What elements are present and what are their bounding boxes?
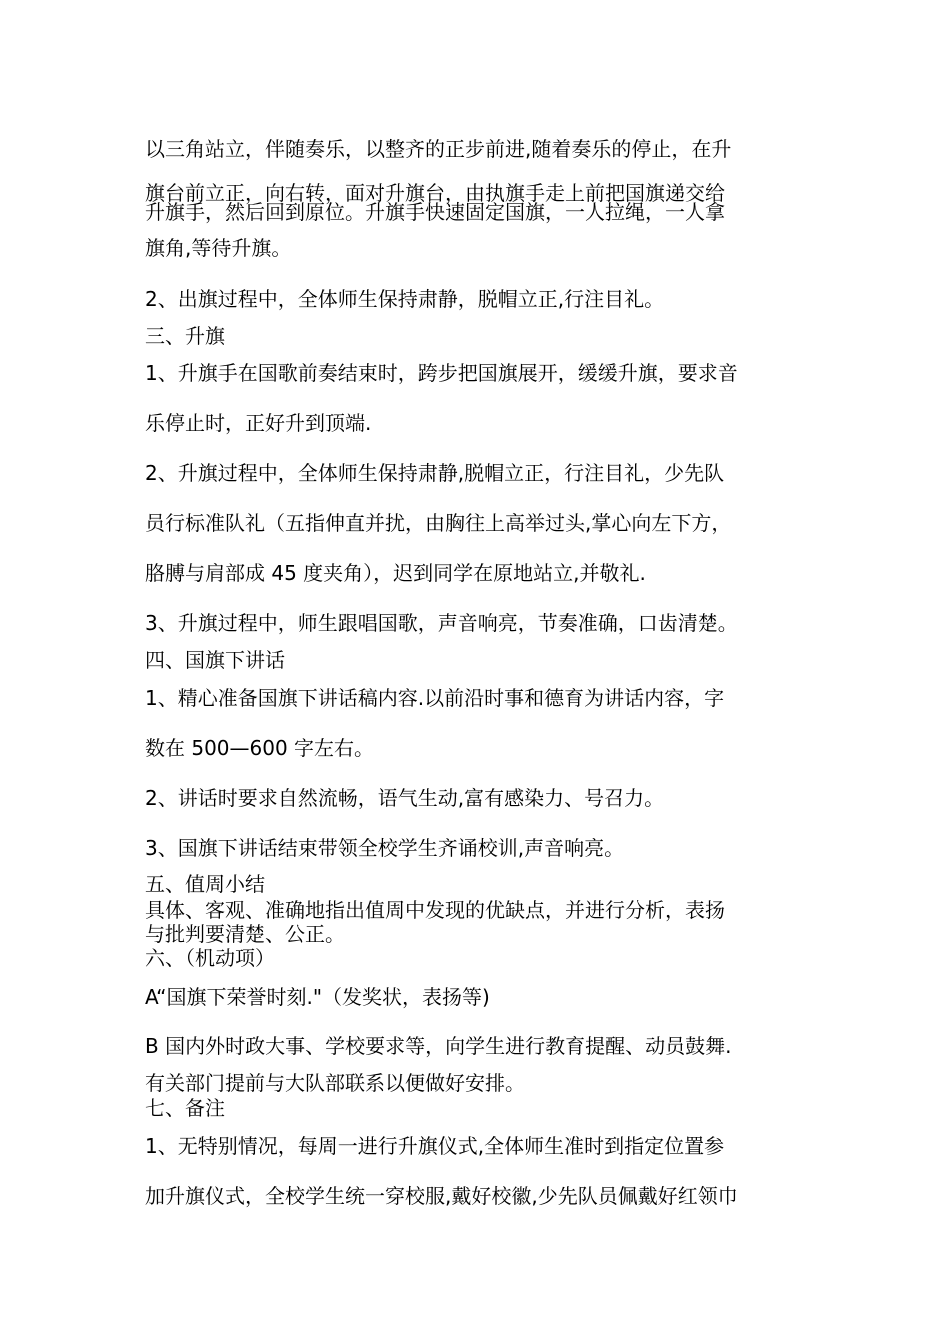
- text-line-14: 1、精心准备国旗下讲话稿内容.以前沿时事和德育为讲话内容，字: [145, 686, 725, 710]
- text-line-9: 2、升旗过程中，全体师生保持肃静,脱帽立正，行注目礼，少先队: [145, 461, 725, 485]
- section-heading-5: 五、值周小结: [145, 872, 265, 896]
- text-line-22: A“国旗下荣誉时刻."（发奖状，表扬等): [145, 985, 490, 1009]
- text-line-23: B 国内外时政大事、学校要求等，向学生进行教育提醒、动员鼓舞.: [145, 1034, 732, 1058]
- text-line-20: 与批判要清楚、公正。: [145, 922, 345, 946]
- section-heading-6: 六、（机动项）: [145, 946, 275, 970]
- text-line-19: 具体、客观、准确地指出值周中发现的优缺点，并进行分析，表扬: [145, 898, 725, 922]
- text-line-27: 加升旗仪式，全校学生统一穿校服,戴好校徽,少先队员佩戴好红领巾: [145, 1184, 738, 1208]
- text-line-5: 2、出旗过程中，全体师生保持肃静，脱帽立正,行注目礼。: [145, 287, 665, 311]
- text-line-26: 1、无特别情况，每周一进行升旗仪式,全体师生准时到指定位置参: [145, 1134, 725, 1158]
- section-heading-3: 三、升旗: [145, 324, 225, 348]
- text-line-17: 3、国旗下讲话结束带领全校学生齐诵校训,声音响亮。: [145, 836, 625, 860]
- text-line-1: 以三角站立，伴随奏乐，以整齐的正步前进,随着奏乐的停止，在升: [145, 137, 732, 161]
- text-line-3: 升旗手，然后回到原位。升旗手快速固定国旗，一人拉绳，一人拿: [145, 200, 725, 224]
- text-line-11: 胳膊与肩部成 45 度夹角），迟到同学在原地站立,并敬礼.: [145, 561, 646, 585]
- text-line-10: 员行标准队礼（五指伸直并扰，由胸往上高举过头,掌心向左下方，: [145, 511, 732, 535]
- text-line-15: 数在 500—600 字左右。: [145, 736, 375, 760]
- section-heading-7: 七、备注: [145, 1096, 225, 1120]
- text-line-2: 旗台前立正，向右转，面对升旗台，由执旗手走上前把国旗递交给: [145, 181, 725, 205]
- text-line-4: 旗角,等待升旗。: [145, 236, 292, 260]
- text-line-8: 乐停止时，正好升到顶端.: [145, 411, 372, 435]
- text-line-7: 1、升旗手在国歌前奏结束时，跨步把国旗展开，缓缓升旗，要求音: [145, 361, 738, 385]
- text-line-12: 3、升旗过程中，师生跟唱国歌，声音响亮，节奏准确，口齿清楚。: [145, 611, 738, 635]
- text-line-24: 有关部门提前与大队部联系以便做好安排。: [145, 1071, 525, 1095]
- text-line-16: 2、讲话时要求自然流畅，语气生动,富有感染力、号召力。: [145, 786, 665, 810]
- section-heading-4: 四、国旗下讲话: [145, 648, 285, 672]
